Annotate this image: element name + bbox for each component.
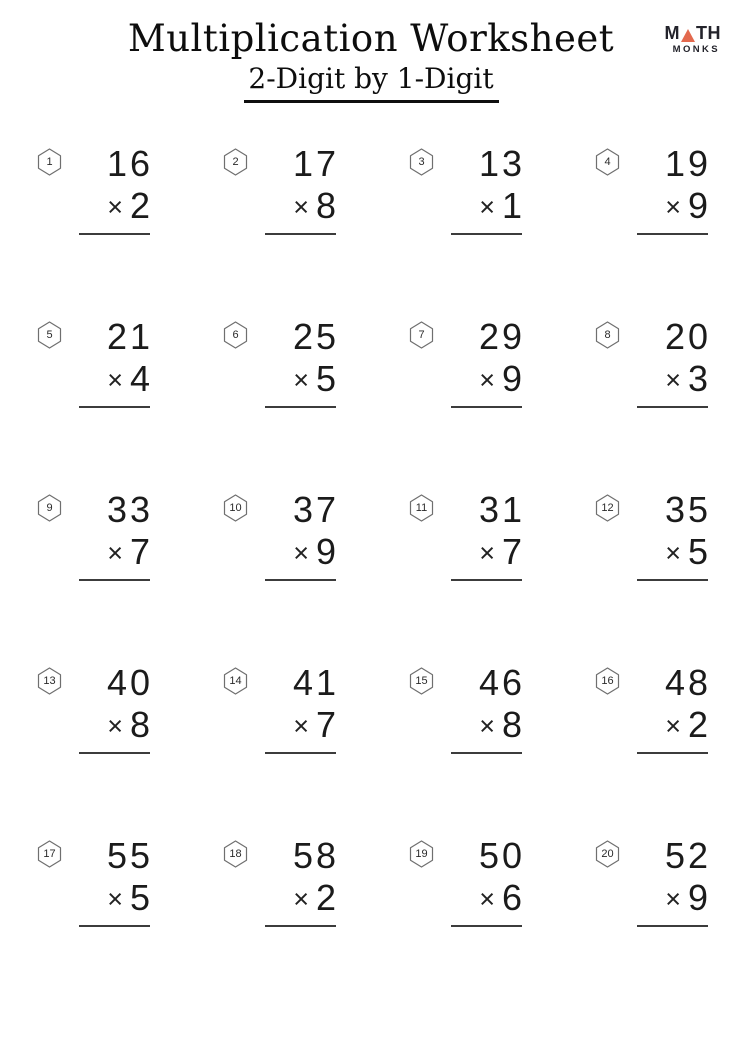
multiplier-digit: 2	[687, 704, 708, 745]
logo-letter-m: M	[664, 23, 680, 43]
problem-cell	[37, 143, 153, 319]
multiply-icon: ×	[479, 191, 495, 222]
multiply-icon: ×	[665, 710, 681, 741]
problem-number: 12	[601, 502, 614, 514]
problem-cell	[595, 316, 711, 492]
multiplicand	[79, 143, 153, 184]
multiplier-row	[79, 704, 150, 745]
answer-line	[637, 233, 708, 235]
multiplication-problem	[265, 316, 339, 408]
multiplication-problem	[637, 662, 711, 754]
logo-letters-th: TH	[696, 23, 721, 43]
subtitle-underline	[244, 100, 499, 103]
multiplicand-digits: 25	[292, 316, 339, 357]
multiplicand-digits: 16	[106, 143, 153, 184]
multiplier-digit: 9	[687, 877, 708, 918]
multiplicand-digits: 58	[292, 835, 339, 876]
multiplicand	[637, 489, 711, 530]
multiplication-problem	[79, 316, 153, 408]
multiply-icon: ×	[293, 883, 309, 914]
multiplicand-digits: 13	[478, 143, 525, 184]
problem-number: 10	[229, 502, 242, 514]
multiplication-problem	[637, 835, 711, 927]
multiplier-row	[637, 704, 708, 745]
multiplicand-digits: 52	[664, 835, 711, 876]
multiplier-row	[451, 358, 522, 399]
multiplicand	[637, 143, 711, 184]
problem-number-badge	[409, 494, 434, 522]
multiplicand-digits: 31	[478, 489, 525, 530]
multiplicand-digits: 19	[664, 143, 711, 184]
multiplier-digit: 2	[315, 877, 336, 918]
multiplicand	[451, 835, 525, 876]
answer-line	[265, 752, 336, 754]
problem-number-badge	[223, 321, 248, 349]
problem-cell	[223, 143, 339, 319]
multiplicand-digits: 20	[664, 316, 711, 357]
multiplicand-digits: 50	[478, 835, 525, 876]
problem-number-badge	[409, 667, 434, 695]
math-monks-logo	[665, 24, 722, 55]
multiplier-row	[79, 185, 150, 226]
multiply-icon: ×	[479, 537, 495, 568]
multiply-icon: ×	[293, 364, 309, 395]
multiplier-digit: 9	[315, 531, 336, 572]
answer-line	[451, 579, 522, 581]
multiplier-row	[637, 877, 708, 918]
problem-cell	[37, 835, 153, 1011]
problem-number-badge	[37, 148, 62, 176]
multiplicand	[79, 489, 153, 530]
problem-number-badge	[37, 667, 62, 695]
answer-line	[637, 752, 708, 754]
multiplier-digit: 4	[129, 358, 150, 399]
problem-number-badge	[595, 667, 620, 695]
answer-line	[637, 925, 708, 927]
answer-line	[451, 925, 522, 927]
multiplicand-digits: 35	[664, 489, 711, 530]
multiplier-digit: 2	[129, 185, 150, 226]
multiplier-row	[79, 358, 150, 399]
problem-cell	[595, 489, 711, 665]
problem-cell	[409, 316, 525, 492]
problem-cell	[409, 143, 525, 319]
multiplier-row	[79, 877, 150, 918]
multiply-icon: ×	[107, 883, 123, 914]
problem-number: 20	[601, 848, 614, 860]
multiplier-digit: 1	[501, 185, 522, 226]
multiplicand-digits: 55	[106, 835, 153, 876]
answer-line	[79, 752, 150, 754]
multiply-icon: ×	[107, 364, 123, 395]
answer-line	[265, 406, 336, 408]
multiply-icon: ×	[479, 710, 495, 741]
multiplier-row	[265, 185, 336, 226]
answer-line	[79, 406, 150, 408]
multiplication-problem	[265, 835, 339, 927]
multiplicand-digits: 21	[106, 316, 153, 357]
problem-cell	[223, 662, 339, 838]
multiplicand	[265, 662, 339, 703]
multiply-icon: ×	[665, 191, 681, 222]
multiplicand	[451, 316, 525, 357]
problem-number: 6	[232, 329, 239, 341]
multiplicand	[451, 662, 525, 703]
answer-line	[637, 579, 708, 581]
multiply-icon: ×	[479, 883, 495, 914]
problem-number: 1	[46, 156, 53, 168]
multiplier-row	[265, 877, 336, 918]
answer-line	[637, 406, 708, 408]
multiplicand-digits: 41	[292, 662, 339, 703]
problem-number: 18	[229, 848, 242, 860]
multiplicand	[265, 835, 339, 876]
problem-cell	[595, 662, 711, 838]
problem-number-badge	[595, 321, 620, 349]
problem-number: 7	[418, 329, 425, 341]
multiplicand-digits: 33	[106, 489, 153, 530]
multiply-icon: ×	[107, 710, 123, 741]
answer-line	[451, 406, 522, 408]
problem-number: 5	[46, 329, 53, 341]
answer-line	[265, 579, 336, 581]
problem-number-badge	[223, 667, 248, 695]
problem-number: 15	[415, 675, 428, 687]
problem-number: 13	[43, 675, 56, 687]
multiplier-row	[79, 531, 150, 572]
multiplier-digit: 6	[501, 877, 522, 918]
multiplicand	[79, 662, 153, 703]
problem-number-badge	[223, 148, 248, 176]
problem-number-badge	[409, 840, 434, 868]
multiplier-row	[451, 877, 522, 918]
multiply-icon: ×	[665, 883, 681, 914]
multiplicand	[265, 316, 339, 357]
multiplication-problem	[451, 662, 525, 754]
multiplicand	[451, 489, 525, 530]
problem-number-badge	[223, 840, 248, 868]
multiply-icon: ×	[293, 191, 309, 222]
multiplier-row	[637, 358, 708, 399]
problem-number: 19	[415, 848, 428, 860]
multiplication-problem	[265, 662, 339, 754]
problems-grid	[37, 143, 711, 1011]
problem-number: 2	[232, 156, 239, 168]
multiplication-problem	[265, 489, 339, 581]
problem-cell	[37, 316, 153, 492]
problem-number-badge	[37, 840, 62, 868]
multiply-icon: ×	[107, 537, 123, 568]
multiplier-digit: 5	[687, 531, 708, 572]
problem-cell	[223, 835, 339, 1011]
problem-number-badge	[409, 148, 434, 176]
answer-line	[79, 233, 150, 235]
multiplication-problem	[79, 143, 153, 235]
multiplication-problem	[79, 489, 153, 581]
problem-cell	[595, 835, 711, 1011]
problem-number: 9	[46, 502, 53, 514]
problem-number: 3	[418, 156, 425, 168]
multiplication-problem	[79, 662, 153, 754]
multiplier-row	[265, 358, 336, 399]
multiplicand-digits: 48	[664, 662, 711, 703]
problem-cell	[409, 662, 525, 838]
multiplier-digit: 5	[129, 877, 150, 918]
multiplicand	[451, 143, 525, 184]
multiplier-digit: 7	[501, 531, 522, 572]
logo-wordmark	[665, 24, 722, 42]
problem-cell	[409, 835, 525, 1011]
problem-number-badge	[37, 494, 62, 522]
multiplier-digit: 8	[501, 704, 522, 745]
multiplication-problem	[265, 143, 339, 235]
multiplicand	[265, 143, 339, 184]
multiplicand	[265, 489, 339, 530]
problem-cell	[595, 143, 711, 319]
multiplicand	[637, 316, 711, 357]
multiply-icon: ×	[665, 364, 681, 395]
multiplier-digit: 7	[315, 704, 336, 745]
problem-number-badge	[409, 321, 434, 349]
multiplier-digit: 3	[687, 358, 708, 399]
triangle-icon	[681, 29, 695, 42]
problem-number: 17	[43, 848, 56, 860]
answer-line	[451, 233, 522, 235]
multiplicand	[637, 662, 711, 703]
multiplicand-digits: 17	[292, 143, 339, 184]
multiplier-row	[637, 531, 708, 572]
multiply-icon: ×	[293, 710, 309, 741]
multiplier-digit: 9	[687, 185, 708, 226]
multiplier-digit: 8	[129, 704, 150, 745]
answer-line	[79, 579, 150, 581]
multiplicand	[79, 835, 153, 876]
problem-number-badge	[37, 321, 62, 349]
worksheet-header	[0, 18, 742, 103]
page-title: Multiplication Worksheet	[127, 17, 615, 60]
problem-number: 4	[604, 156, 611, 168]
multiplier-row	[637, 185, 708, 226]
answer-line	[451, 752, 522, 754]
multiplicand	[637, 835, 711, 876]
multiplier-digit: 7	[129, 531, 150, 572]
problem-number-badge	[223, 494, 248, 522]
multiplier-digit: 5	[315, 358, 336, 399]
problem-number: 8	[604, 329, 611, 341]
problem-number: 11	[415, 502, 428, 514]
multiplication-problem	[637, 489, 711, 581]
multiplication-problem	[451, 835, 525, 927]
page-subtitle: 2-Digit by 1-Digit	[248, 61, 494, 95]
multiplier-digit: 8	[315, 185, 336, 226]
multiply-icon: ×	[293, 537, 309, 568]
answer-line	[79, 925, 150, 927]
multiplication-problem	[79, 835, 153, 927]
problem-number: 14	[229, 675, 242, 687]
logo-subtext: MONKS	[672, 44, 720, 55]
answer-line	[265, 925, 336, 927]
problem-number-badge	[595, 840, 620, 868]
multiply-icon: ×	[665, 537, 681, 568]
problem-number-badge	[595, 494, 620, 522]
answer-line	[265, 233, 336, 235]
multiplicand-digits: 40	[106, 662, 153, 703]
problem-cell	[37, 489, 153, 665]
multiplicand-digits: 46	[478, 662, 525, 703]
multiplier-row	[451, 704, 522, 745]
problem-cell	[223, 489, 339, 665]
problem-number-badge	[595, 148, 620, 176]
multiplication-problem	[451, 143, 525, 235]
problem-cell	[409, 489, 525, 665]
problem-cell	[223, 316, 339, 492]
multiplier-digit: 9	[501, 358, 522, 399]
multiplicand-digits: 37	[292, 489, 339, 530]
multiply-icon: ×	[479, 364, 495, 395]
multiplier-row	[451, 185, 522, 226]
multiplication-problem	[451, 489, 525, 581]
multiplier-row	[265, 704, 336, 745]
multiplier-row	[451, 531, 522, 572]
multiplicand	[79, 316, 153, 357]
multiplication-problem	[637, 316, 711, 408]
multiply-icon: ×	[107, 191, 123, 222]
multiplier-row	[265, 531, 336, 572]
multiplicand-digits: 29	[478, 316, 525, 357]
multiplication-problem	[637, 143, 711, 235]
multiplication-problem	[451, 316, 525, 408]
problem-cell	[37, 662, 153, 838]
problem-number: 16	[601, 675, 614, 687]
